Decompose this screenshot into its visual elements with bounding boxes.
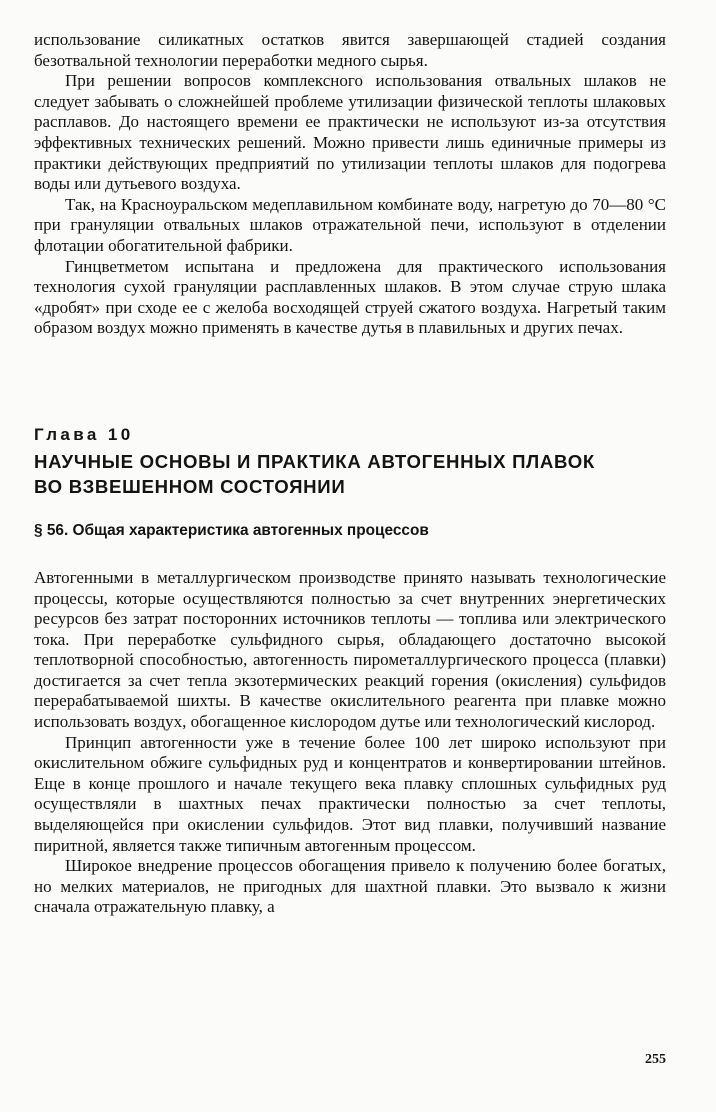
chapter-label: Глава 10 <box>34 424 134 444</box>
page-number: 255 <box>645 1052 666 1067</box>
section-paragraph-2: Принцип автогенности уже в течение более 100 лет широко используют при окислительном обжиге сульфидных руд и концентратов и конвертировании штейнов. Еще в конце прошлого и начале текущего века плавку сплошных сульфидных руд осуществляли в шахтных печах практически полностью за счет теплоты, выделяющейся при окислении сульфидов. Этот вид плавки, получивший название пиритной, является также типичным автогенным процессом. <box>34 732 666 855</box>
section-body <box>34 568 666 918</box>
section-paragraph-1: Автогенными в металлургическом производстве принято называть технологические процессы, которые осуществляются полностью за счет внутренних энергетических ресурсов без затрат посторонних источников теплоты — топлива или электрического тока. При переработке сульфидного сырья, обладающего достаточно высокой теплотворной способностью, автогенность пирометаллургического процесса (плавки) достигается за счет тепла экзотермических реакций горения (окисления) сульфидов перерабатываемой шихты. В качестве окислительного реагента при плавке можно использовать воздух, обогащенное кислородом дутье или технологический кислород. <box>34 567 666 732</box>
chapter-title-line-1: НАУЧНЫЕ ОСНОВЫ И ПРАКТИКА АВТОГЕННЫХ ПЛАВОК <box>34 450 595 472</box>
section-title: § 56. Общая характеристика автогенных процессов <box>34 521 429 539</box>
intro-paragraph-2: При решении вопросов комплексного использования отвальных шлаков не следует забывать о сложнейшей проблеме утилизации физической теплоты шлаковых расплавов. До настоящего времени ее практически не используют из-за отсутствия эффективных технических решений. Можно привести лишь единичные примеры из практики действующих предприятий по утилизации теплоты шлаков для подогрева воды или дутьевого воздуха. <box>34 71 666 194</box>
chapter-title-line-2: ВО ВЗВЕШЕННОМ СОСТОЯНИИ <box>34 475 346 497</box>
intro-paragraph-1: использование силикатных остатков явится завершающей стадией создания безотвальной технологии переработки медного сырья. <box>34 30 666 70</box>
chapter-title <box>34 449 666 499</box>
intro-paragraph-4: Гинцветметом испытана и предложена для практического использования технология сухой грануляции расплавленных шлаков. В этом случае струю шлака «дробят» при сходе ее с желоба восходящей струей сжатого воздуха. Нагретый таким образом воздух можно применять в качестве дутья в плавильных и других печах. <box>34 256 666 338</box>
intro-paragraph-3: Так, на Красноуральском медеплавильном комбинате воду, нагретую до 70—80 °С при грануляции отвальных шлаков отражательной печи, используют в отделении флотации обогатительной фабрики. <box>34 194 666 255</box>
section-paragraph-3: Широкое внедрение процессов обогащения привело к получению более богатых, но мелких материалов, не пригодных для шахтной плавки. Это вызвало к жизни сначала отражательную плавку, а <box>34 856 666 917</box>
page-content <box>34 30 666 918</box>
